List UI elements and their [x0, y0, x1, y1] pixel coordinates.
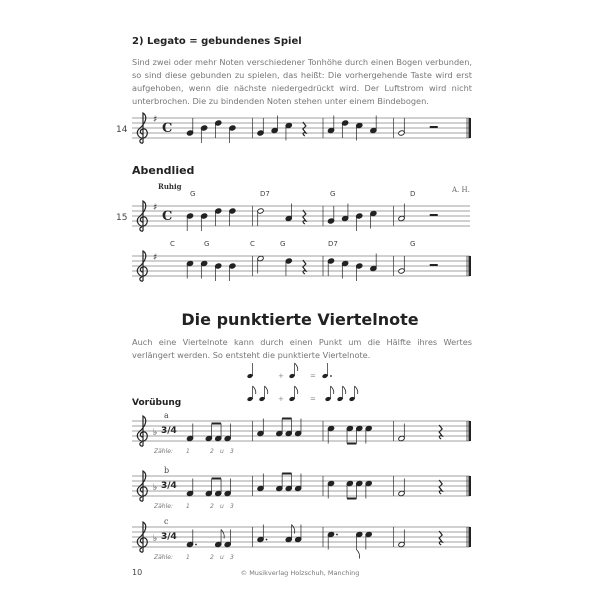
quarter-rest-icon — [303, 122, 306, 136]
sharp-icon: ♯ — [153, 253, 158, 263]
flag — [331, 386, 334, 394]
flag — [295, 363, 298, 371]
exercise-label: a — [164, 411, 169, 420]
count-value: u — [220, 554, 224, 561]
flat-icon: ♭ — [153, 534, 158, 544]
quarter-rest-icon — [303, 210, 306, 224]
count-value: 3 — [230, 554, 234, 561]
final-bar-thick — [469, 527, 472, 547]
common-time-icon: C — [162, 209, 173, 224]
final-bar-thick — [469, 421, 472, 441]
legato-paragraph: Sind zwei oder mehr Noten verschiedener Tonhöhe durch einen Bogen verbunden, so sind diese gebunden zu spielen, das heißt: Die vorhergehende Taste wird erst aufgehoben, wenn die nächste niedergedrückt wird. Der Luftstrom wird nicht unterbrochen. Die zu bindenden Noten stehen unter einem Bindebogen. — [132, 57, 472, 106]
chord-symbol: D7 — [260, 190, 270, 198]
final-bar-thick — [469, 256, 472, 276]
song-title: Abendlied — [132, 164, 195, 177]
chord-symbol: G — [190, 190, 196, 198]
quarter-rest-icon — [439, 531, 442, 545]
count-label: Zähle: — [154, 448, 173, 455]
chord-symbol: G — [280, 240, 286, 248]
half-rest-icon — [430, 214, 438, 216]
equals-sign: = — [310, 372, 316, 380]
count-value: u — [220, 448, 224, 455]
chord-symbol: C — [250, 240, 255, 248]
flat-icon: ♭ — [153, 428, 158, 438]
chord-symbol: G — [204, 240, 210, 248]
time-signature: 3/4 — [161, 532, 177, 542]
composer: A. H. — [452, 186, 470, 194]
line-number: 15 — [116, 213, 128, 223]
flag — [343, 386, 346, 394]
copyright: © Musikverlag Holzschuh, Manching — [240, 569, 360, 577]
final-bar-thick — [469, 118, 472, 138]
tempo-marking: Ruhig — [158, 182, 182, 191]
count-value: 1 — [186, 503, 190, 510]
time-signature: 3/4 — [161, 426, 177, 436]
count-value: 1 — [186, 448, 190, 455]
exercise-label: b — [164, 466, 170, 475]
half-rest-icon — [430, 126, 438, 128]
dot-icon — [330, 375, 332, 377]
count-value: 2 — [210, 503, 214, 510]
count-value: 1 — [186, 554, 190, 561]
chord-symbol: C — [170, 240, 175, 248]
flag — [265, 386, 268, 394]
quarter-rest-icon — [439, 425, 442, 439]
dot-icon — [266, 539, 268, 541]
equals-sign: = — [310, 395, 316, 403]
quarter-rest-icon — [303, 260, 306, 274]
count-value: 3 — [230, 503, 234, 510]
half-rest-icon — [430, 264, 438, 266]
final-bar-thick — [469, 476, 472, 496]
dotted-paragraph: Auch eine Viertelnote kann durch einen Punkt um die Hälfte ihres Wertes verlängert werden. So entsteht die punktierte Viertelnote. — [132, 337, 472, 360]
time-signature: 3/4 — [161, 481, 177, 491]
line-number: 14 — [116, 125, 128, 135]
dotted-heading: Die punktierte Viertelnote — [181, 310, 419, 329]
count-label: Zähle: — [154, 503, 173, 510]
chord-symbol: G — [410, 240, 416, 248]
quarter-rest-icon — [439, 480, 442, 494]
chord-symbol: D7 — [328, 240, 338, 248]
flag — [253, 386, 256, 394]
count-value: 2 — [210, 554, 214, 561]
sharp-icon: ♯ — [153, 203, 158, 213]
flat-icon: ♭ — [153, 483, 158, 493]
exercise-label: c — [164, 517, 169, 526]
dot-icon — [195, 544, 197, 546]
flag — [295, 386, 298, 394]
count-value: u — [220, 503, 224, 510]
section-heading: 2) Legato = gebundenes Spiel — [132, 36, 302, 47]
chord-symbol: G — [330, 190, 336, 198]
sharp-icon: ♯ — [153, 115, 158, 125]
count-value: 2 — [210, 448, 214, 455]
page-number: 10 — [132, 568, 143, 577]
dot-icon — [336, 534, 338, 536]
exercise-title: Vorübung — [132, 398, 182, 408]
flag — [355, 386, 358, 394]
chord-symbol: D — [410, 190, 416, 198]
count-value: 3 — [230, 448, 234, 455]
common-time-icon: C — [162, 121, 173, 136]
plus-sign: + — [278, 395, 284, 403]
plus-sign: + — [278, 372, 284, 380]
count-label: Zähle: — [154, 554, 173, 561]
flag — [356, 550, 359, 559]
